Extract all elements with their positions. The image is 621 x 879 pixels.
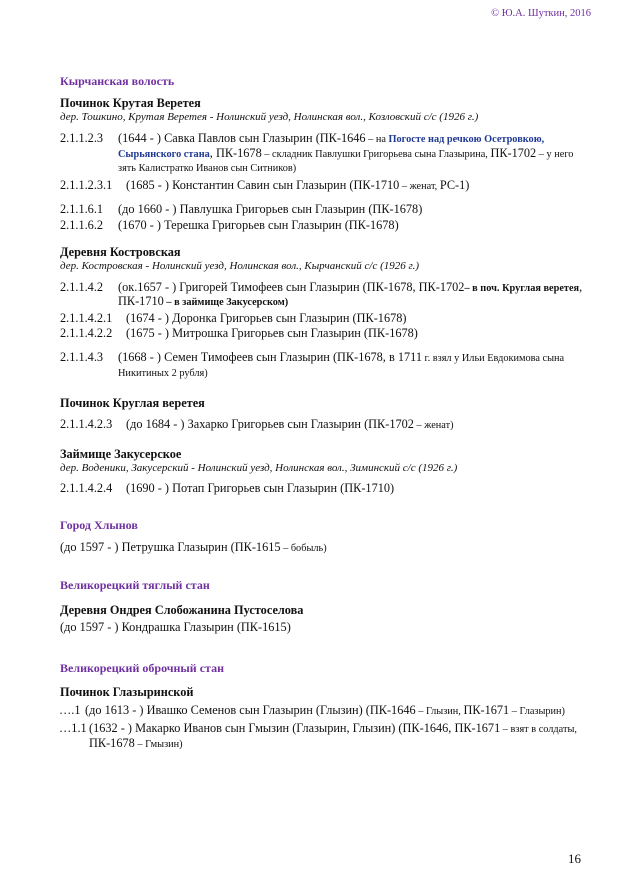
entry-code: 2.1.1.4.2.3 <box>60 417 113 432</box>
genealogy-entry <box>60 418 590 433</box>
entry-text: (ок.1657 - ) Григорей Тимофеев сын Глазырин (ПК-1678, ПК-1702– в поч. Круглая веретея, ПК-1710 – в займище Закусерском) <box>118 279 583 309</box>
settlement-subtitle: дер. Воденики, Закусерский - Нолинский уезд, Нолинская вол., Зиминский с/с (1926 г.) <box>60 461 458 474</box>
settlement-title: Починок Крутая Веретея <box>60 96 201 110</box>
genealogy-entry <box>60 482 590 496</box>
entry-text: (1685 - ) Константин Савин сын Глазырин (ПК-1710 – женат, РС-1) <box>126 177 470 192</box>
entry-code: 2.1.1.2.3 <box>60 131 104 145</box>
genealogy-entry <box>60 132 590 176</box>
genealogy-entry <box>60 179 590 194</box>
page-number: 16 <box>568 851 581 866</box>
settlement-title: Починок Глазыринской <box>60 684 194 699</box>
entry-code: 2.1.1.4.2.1 <box>60 310 113 325</box>
settlement-title: Займище Закусерское <box>60 446 182 461</box>
genealogy-entry <box>60 541 590 556</box>
entry-code: 2.1.1.6.2 <box>60 217 104 232</box>
genealogy-entry <box>60 312 590 326</box>
section-heading: Город Хлынов <box>60 518 138 533</box>
genealogy-entry <box>60 203 590 217</box>
genealogy-entry <box>60 281 590 310</box>
settlement-title: Деревня Ондрея Слобожанина Пустоселова <box>60 602 304 617</box>
copyright-notice: © Ю.А. Шуткин, 2016 <box>491 8 591 19</box>
section-heading: Великорецкий тяглый стан <box>60 577 210 592</box>
settlement-title: Деревня Костровская <box>60 244 181 259</box>
entry-code: 2.1.1.6.1 <box>60 202 104 217</box>
entry-text: (1670 - ) Терешка Григорьев сын Глазырин (ПК-1678) <box>118 217 399 232</box>
genealogy-entry <box>59 704 590 719</box>
settlement-title: Починок Круглая веретея <box>60 396 205 411</box>
entry-code: 2.1.1.4.3 <box>60 349 104 364</box>
entry-code: 2.1.1.2.3.1 <box>60 177 113 192</box>
section-heading: Кырчанская волость <box>60 74 175 88</box>
document-body <box>60 74 590 751</box>
entry-code: 2.1.1.4.2.4 <box>60 480 113 495</box>
entry-text: (до 1597 - ) Петрушка Глазырин (ПК-1615 – бобыль) <box>60 540 327 555</box>
entry-text: (1675 - ) Митрошка Григорьев сын Глазырин (ПК-1678) <box>126 326 418 341</box>
settlement-subtitle: дер. Костровская - Нолинский уезд, Нолинская вол., Кырчанский с/с (1926 г.) <box>60 259 420 272</box>
entry-text: (1674 - ) Доронка Григорьев сын Глазырин (ПК-1678) <box>126 310 407 325</box>
entry-text: (1644 - ) Савка Павлов сын Глазырин (ПК-1646 – на Погосте над речкою Осетровкою, Сырьянского стана, ПК-1678 – складник Павлушки Григорьева сына Глазырина, ПК-1702 – у него зять Калистратко Иванов сын Ситников) <box>118 131 574 175</box>
entry-text: (до 1660 - ) Павлушка Григорьев сын Глазырин (ПК-1678) <box>118 202 423 217</box>
entry-code: …1.1 <box>59 721 87 736</box>
entry-text: (1668 - ) Семен Тимофеев сын Глазырин (ПК-1678, в 1711 г. взял у Ильи Евдокимова сына Никитиных 2 рубля) <box>118 349 565 379</box>
settlement-subtitle: дер. Тошкино, Крутая Веретея - Нолинский уезд, Нолинская вол., Козловский с/с (1926 г.) <box>60 111 479 123</box>
entry-code: 2.1.1.4.2.2 <box>60 326 113 341</box>
entry-text: (до 1613 - ) Ивашко Семенов сын Глазырин (Глызин) (ПК-1646 – Глызин, ПК-1671 – Глазырин) <box>85 702 565 717</box>
entry-text: (1690 - ) Потап Григорьев сын Глазырин (ПК-1710) <box>126 480 395 495</box>
genealogy-entry <box>59 722 590 751</box>
entry-text: (1632 - ) Макарко Иванов сын Гмызин (Глазырин, Глызин) (ПК-1646, ПК-1671 – взят в солдаты, ПК-1678 – Гмызин) <box>89 721 577 750</box>
section-heading: Великорецкий оброчный стан <box>60 660 224 675</box>
genealogy-entry <box>60 351 590 380</box>
entry-code: ….1 <box>59 702 81 717</box>
genealogy-entry <box>60 219 590 233</box>
entry-code: 2.1.1.4.2 <box>60 279 104 294</box>
entry-text: (до 1684 - ) Захарко Григорьев сын Глазырин (ПК-1702 – женат) <box>126 417 454 432</box>
entry-text: (до 1597 - ) Кондрашка Глазырин (ПК-1615) <box>60 619 291 634</box>
genealogy-entry <box>60 621 590 635</box>
genealogy-entry <box>60 327 590 341</box>
